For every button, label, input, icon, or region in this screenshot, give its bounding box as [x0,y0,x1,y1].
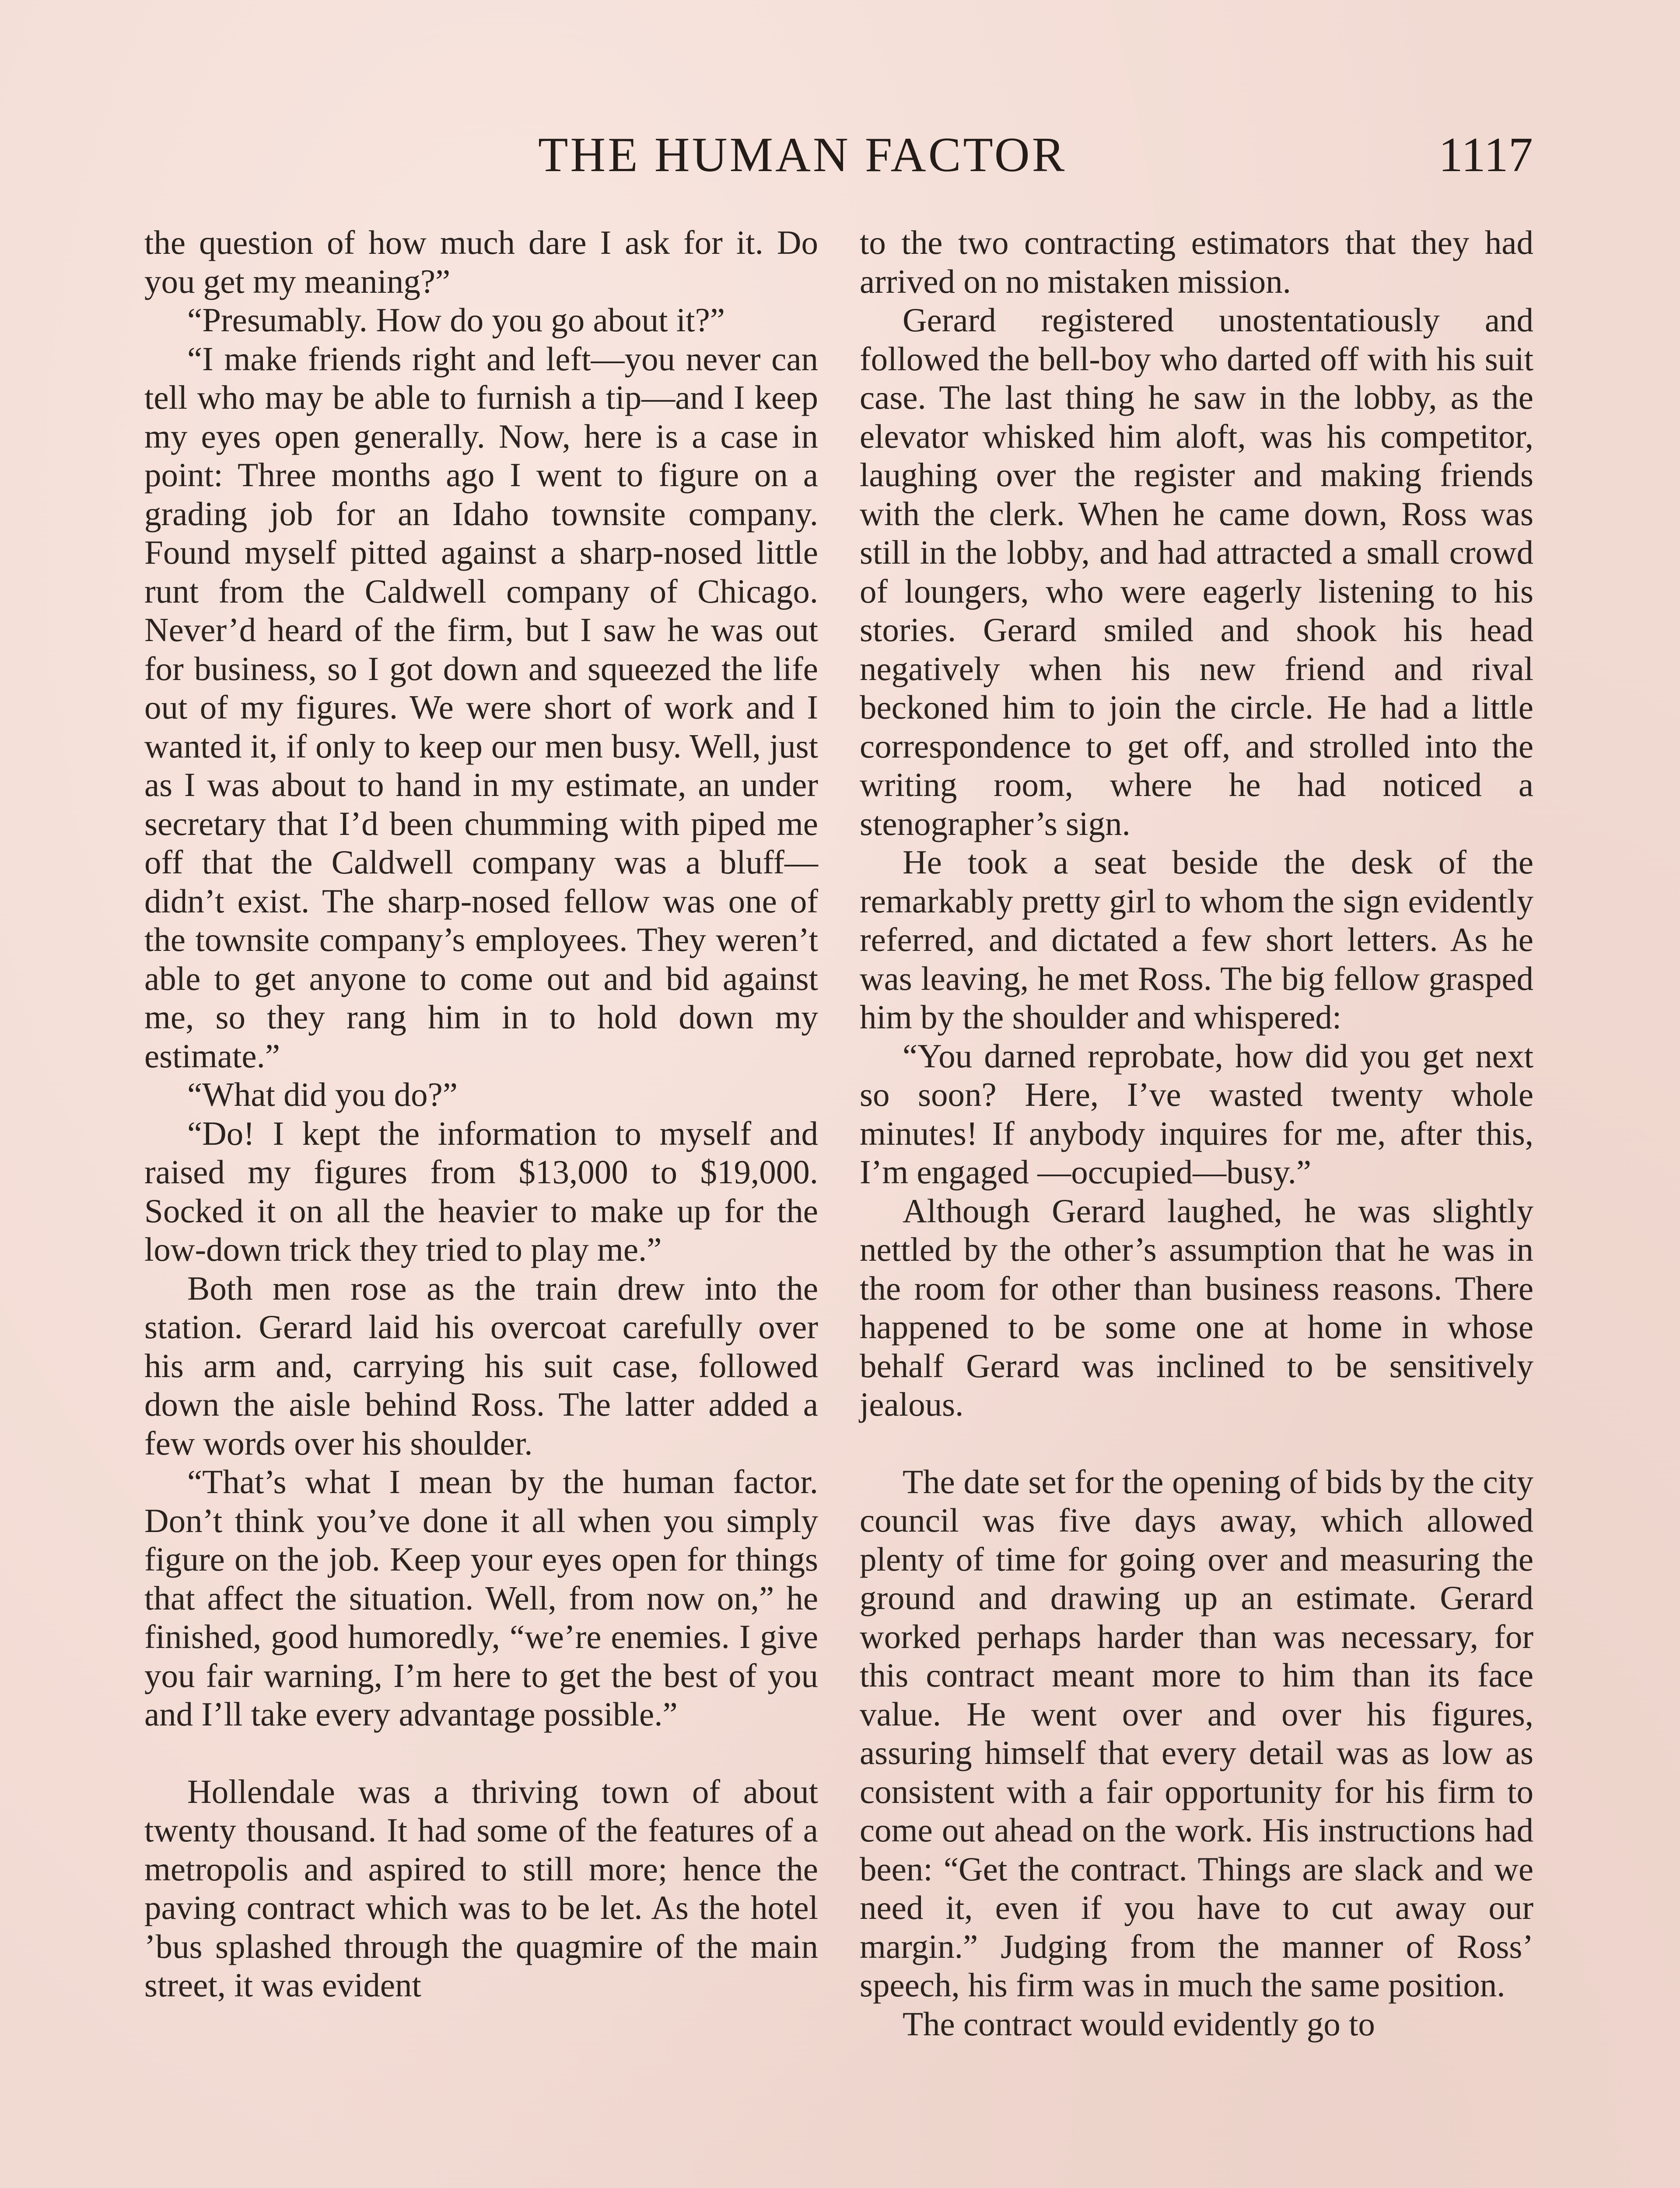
paragraph: Gerard registered unostentatiously and followed the bell-boy who darted off with his suit case. The last thing he saw in the lobby, as the elevator whisked him aloft, was his competitor, laughing over the register and making friends with the clerk. When he came down, Ross was still in the lobby, and had attracted a small crowd of loungers, who were eagerly listening to his stories. Gerard smiled and shook his head negatively when his new friend and rival beckoned him to join the circle. He had a little correspondence to get off, and strolled into the writing room, where he had noticed a stenographer’s sign. [860,301,1533,842]
paragraph: “Do! I kept the information to myself and raised my figures from $13,000 to $19,000. Socked it on all the heavier to make up for the low-down trick they tried to play me.” [144,1114,818,1268]
paragraph: He took a seat beside the desk of the remarkably pretty girl to whom the sign evidently referred, and dictated a few short letters. As he was leaving, he met Ross. The big fellow grasped him by the shoulder and whispered: [860,843,1533,1036]
paragraph: The date set for the opening of bids by the city council was five days away, which allowed plenty of time for going over and measuring the ground and drawing up an estimate. Gerard worked perhaps harder than was necessary, for this contract meant more to him than its face value. He went over and over his figures, assuring himself that every detail was as low as consistent with a fair opportunity for his firm to come out ahead on the work. His instructions had been: “Get the contract. Things are slack and we need it, even if you have to cut away our margin.” Judging from the manner of Ross’ speech, his firm was in much the same position. [860,1462,1533,2004]
paragraph: Although Gerard laughed, he was slightly nettled by the other’s assumption that he was in the room for other than business reasons. There happened to be some one at home in whose behalf Gerard was inclined to be sensitively jealous. [860,1192,1533,1423]
paragraph: “What did you do?” [187,1076,458,1113]
paragraph: “I make friends right and left—you never can tell who may be able to furnish a tip—and I keep my eyes open generally. Now, here is a case in point: Three months ago I went to figure on a grading job for an Idaho townsite company. Found myself pitted against a sharp-nosed little runt from the Caldwell company of Chicago. Never’d heard of the firm, but I saw he was out for business, so I got down and squeezed the life out of my figures. We were short of work and I wanted it, if only to keep our men busy. Well, just as I was about to hand in my estimate, an under secretary that I’d been chumming with piped me off that the Caldwell company was a bluff—didn’t exist. The sharp-nosed fellow was one of the townsite company’s employees. They weren’t able to get anyone to come out and bid against me, so they rang him in to hold down my estimate.” [144,340,818,1075]
right-column [860,223,1533,2043]
paragraph: “Presumably. How do you go about it?” [187,301,725,339]
paragraph: Hollendale was a thriving town of about twenty thousand. It had some of the features of a metropolis and aspired to still more; hence the paving contract which was to be let. As the hotel ’bus splashed through the quagmire of the main street, it was evident [144,1772,818,2004]
running-head: THE HUMAN FACTOR [538,128,1067,182]
paragraph: The contract would evidently go to [903,2005,1375,2043]
paragraph: Both men rose as the train drew into the station. Gerard laid his overcoat carefully over his arm and, carrying his suit case, followed down the aisle behind Ross. The latter added a few words over his shoulder. [144,1269,818,1462]
paragraph: the question of how much dare I ask for it. Do you get my meaning?” [144,224,818,300]
paragraph: “That’s what I mean by the human factor. Don’t think you’ve done it all when you simply figure on the job. Keep your eyes open for things that affect the situation. Well, from now on,” he finished, good humoredly, “we’re enemies. I give you fair warning, I’m here to get the best of you and I’ll take every advantage possible.” [144,1463,818,1733]
paragraph: to the two contracting estimators that they had arrived on no mistaken mission. [860,224,1533,300]
page-number: 1117 [1438,128,1533,182]
paragraph: “You darned reprobate, how did you get next so soon? Here, I’ve wasted twenty whole minutes! If anybody inquires for me, after this, I’m engaged —occupied—busy.” [860,1037,1533,1191]
left-column [144,223,818,2005]
